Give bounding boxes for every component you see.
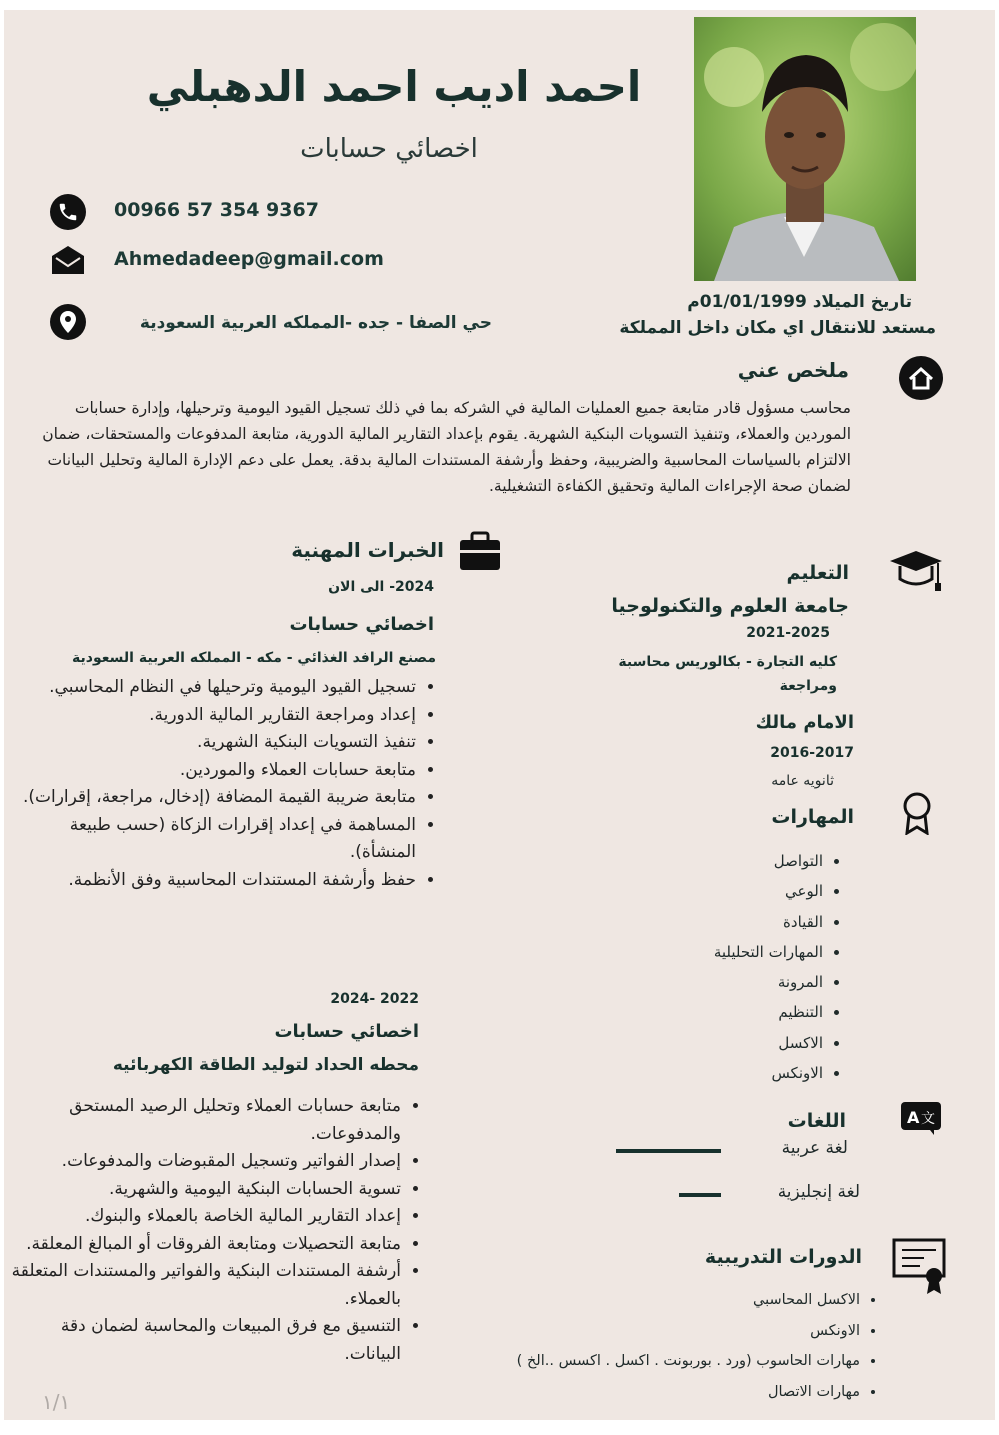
briefcase-icon — [457, 528, 503, 574]
courses-heading: الدورات التدريبية — [704, 1246, 862, 1268]
job-2-company: محطه الحداد لتوليد الطاقة الكهربائيه — [112, 1055, 419, 1075]
job-2-title: اخصائي حسابات — [274, 1021, 419, 1042]
job-2-bullet: • متابعة التحصيلات ومتابعة الفروقات أو المبالغ المعلقة. — [6, 1231, 401, 1259]
location-pin-icon — [50, 304, 86, 340]
envelope-icon — [50, 242, 86, 278]
course-item: • مهارات الحاسوب (ورد . بوربونت . اكسل . اكسس ..الخ ) — [474, 1346, 860, 1377]
skill-item: • التنظيم — [644, 997, 823, 1027]
job-1-bullets — [16, 674, 436, 894]
svg-text:文: 文 — [921, 1111, 935, 1127]
job-1-company: مصنع الرافد الغذائي - مكه - المملكه العربية السعودية — [72, 650, 436, 666]
award-ribbon-icon — [894, 790, 940, 836]
phone-icon — [50, 194, 86, 230]
job-1-bullet: • إعداد ومراجعة التقارير المالية الدورية. — [16, 702, 416, 730]
job-1-bullet: • حفظ وأرشفة المستندات المحاسبية وفق الأنظمة. — [16, 867, 416, 895]
birth-date: تاريخ الميلاد 01/01/1999م — [687, 292, 912, 312]
education-2-period: 2016-2017 — [770, 745, 854, 761]
skill-item: • القيادة — [644, 907, 823, 937]
skills-heading: المهارات — [771, 806, 854, 828]
candidate-name: احمد اديب احمد الدهبلي — [146, 62, 642, 111]
job-1-title: اخصائي حسابات — [289, 614, 434, 635]
certificate-icon — [892, 1238, 948, 1296]
translate-icon — [898, 1095, 944, 1141]
education-2-detail: ثانويه عامه — [771, 773, 834, 789]
job-1-bullet: • متابعة حسابات العملاء والموردين. — [16, 757, 416, 785]
summary-text: محاسب مسؤول قادر متابعة جميع العمليات المالية في الشركه بما في ذلك تسجيل القيود اليومية وترحيلها، وإدارة حسابات الموردين والعملاء، وتنفيذ التسويات البنكية الشهرية. يقوم بإعداد التقارير المالية الدورية، متابعة المدفوعات والمستحقات، ضمان الالتزام بالسياسات المحاسبية والضريبية، وحفظ وأرشفة المستندات المالية بدقة. يعمل على دعم الإدارة المالية وتحليل البيانات لضمان صحة الإجراءات المالية وتحقيق الكفاءة التشغيلية. — [42, 399, 851, 495]
course-item: • الاكسل المحاسبي — [474, 1285, 860, 1316]
course-item: • الاونكس — [474, 1316, 860, 1347]
education-2-school: الامام مالك — [755, 712, 854, 733]
job-2-bullet: • متابعة حسابات العملاء وتحليل الرصيد المستحق والمدفوعات. — [6, 1093, 401, 1148]
courses-list — [474, 1285, 884, 1407]
skill-item: • الوعي — [644, 876, 823, 906]
job-1-bullet: • المساهمة في إعداد إقرارات الزكاة (حسب طبيعة المنشأة). — [16, 812, 416, 867]
language-1-level-bar — [616, 1149, 721, 1153]
education-heading: التعليم — [786, 562, 849, 584]
language-1-name: لغة عربية — [781, 1138, 848, 1158]
job-2-bullet: • إصدار الفواتير وتسجيل المقبوضات والمدفوعات. — [6, 1148, 401, 1176]
skill-item: • التواصل — [644, 846, 823, 876]
job-1-bullet: • تسجيل القيود اليومية وترحيلها في النظام المحاسبي. — [16, 674, 416, 702]
job-2-bullets — [6, 1093, 421, 1368]
language-2-level-bar — [679, 1193, 721, 1197]
job-2-bullet: • التنسيق مع فرق المبيعات والمحاسبة لضمان دقة البيانات. — [6, 1313, 401, 1368]
resume-page — [4, 10, 995, 1420]
svg-text:A: A — [907, 1108, 920, 1127]
phone-number: 00966 57 354 9367 — [114, 199, 319, 221]
person-photo-icon — [694, 17, 916, 281]
job-2-bullet: • أرشفة المستندات البنكية والفواتير والمستندات المتعلقة بالعملاء. — [6, 1258, 401, 1313]
languages-heading: اللغات — [787, 1110, 846, 1132]
skill-item: • المهارات التحليلية — [644, 937, 823, 967]
email-address[interactable]: Ahmedadeep@gmail.com — [114, 248, 384, 270]
job-2-bullet: • إعداد التقارير المالية الخاصة بالعملاء والبنوك. — [6, 1203, 401, 1231]
job-2-period: 2022 -2024 — [330, 991, 419, 1007]
course-item: • مهارات الاتصال — [474, 1377, 860, 1408]
profile-photo — [694, 17, 916, 281]
summary-heading: ملخص عني — [737, 358, 849, 382]
home-icon — [898, 355, 944, 401]
address: حي الصفا - جده -المملكه العربية السعودية — [139, 313, 492, 333]
skill-item: • الاونكس — [644, 1058, 823, 1088]
education-1-school: جامعة العلوم والتكنولوجيا — [611, 595, 849, 617]
graduation-cap-icon — [888, 548, 944, 594]
candidate-title: اخصائي حسابات — [300, 134, 478, 164]
job-1-bullet: • تنفيذ التسويات البنكية الشهرية. — [16, 729, 416, 757]
skills-list — [644, 846, 849, 1088]
education-1-period: 2021-2025 — [746, 625, 830, 641]
experience-heading: الخبرات المهنية — [291, 538, 444, 562]
job-1-period: 2024- الى الان — [328, 579, 434, 595]
job-1-bullet: • متابعة ضريبة القيمة المضافة (إدخال، مراجعة، إقرارات). — [16, 784, 416, 812]
skill-item: • المرونة — [644, 967, 823, 997]
page-number: ١/١ — [42, 1390, 71, 1414]
relocation-note: مستعد للانتقال اي مكان داخل المملكة — [619, 318, 936, 338]
language-2-name: لغة إنجليزية — [777, 1182, 860, 1202]
skill-item: • الاكسل — [644, 1028, 823, 1058]
job-2-bullet: • تسوية الحسابات البنكية اليومية والشهرية. — [6, 1176, 401, 1204]
education-1-detail: كليه التجارة - بكالوريس محاسبة ومراجعة — [618, 654, 837, 694]
